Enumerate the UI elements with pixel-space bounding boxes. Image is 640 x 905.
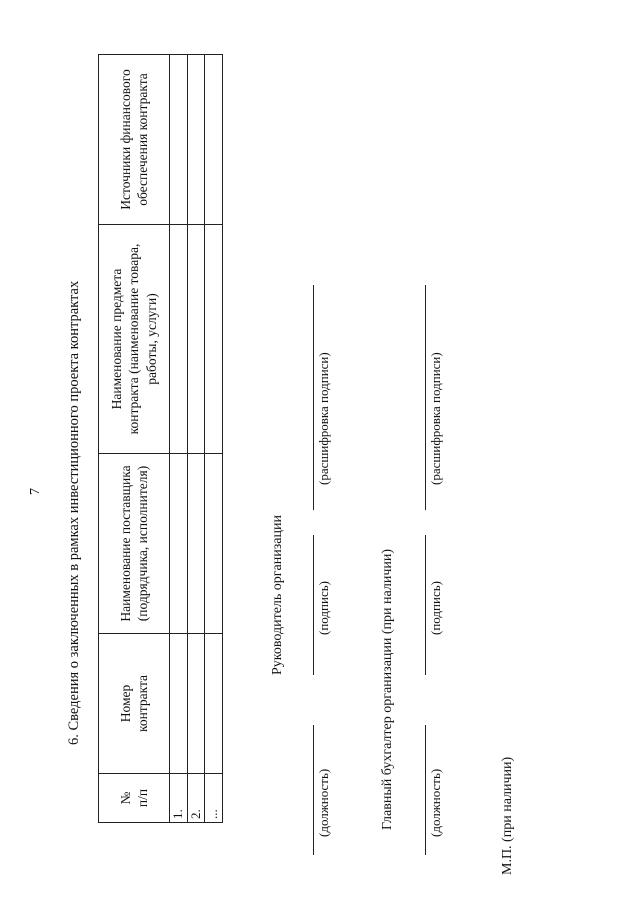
contracts-table [98, 54, 223, 823]
column-header-funding-sources: Источники финансового обеспечения контракта [99, 55, 170, 225]
stamp-label: М.П. (при наличии) [500, 756, 515, 875]
table-cell [205, 55, 223, 225]
head-signature-label: Руководитель организации [270, 515, 285, 675]
table-cell [170, 55, 188, 225]
table-row [205, 55, 223, 823]
table-cell [205, 454, 223, 634]
head-decoding-line [313, 285, 314, 510]
head-position-caption: (должность) [316, 768, 331, 837]
row-number: 1. [170, 774, 188, 823]
table-cell [170, 634, 188, 774]
row-number: ... [205, 774, 223, 823]
table-header-row [99, 55, 170, 823]
table-row [170, 55, 188, 823]
table-cell [187, 55, 205, 225]
table-row [187, 55, 205, 823]
accountant-signature-label: Главный бухгалтер организации (при наличии) [380, 548, 395, 830]
table-cell [187, 225, 205, 454]
column-header-supplier: Наименование поставщика (подрядчика, исполнителя) [99, 454, 170, 634]
accountant-position-line [425, 725, 426, 855]
accountant-signature-line [425, 535, 426, 675]
table-cell [205, 225, 223, 454]
table-cell [170, 454, 188, 634]
column-header-number: № п/п [99, 774, 170, 823]
table-cell [170, 225, 188, 454]
column-header-contract-number: Номер контракта [99, 634, 170, 774]
head-signature-line [313, 535, 314, 675]
table-cell [187, 634, 205, 774]
accountant-decoding-caption: (расшифровка подписи) [428, 352, 443, 485]
page-number: 7 [28, 488, 43, 495]
accountant-decoding-line [425, 285, 426, 510]
table-cell [187, 454, 205, 634]
column-header-contract-subject: Наименование предмета контракта (наименование товара, работы, услуги) [99, 225, 170, 454]
table-cell [205, 634, 223, 774]
head-position-line [313, 725, 314, 855]
accountant-position-caption: (должность) [428, 768, 443, 837]
head-decoding-caption: (расшифровка подписи) [316, 352, 331, 485]
section-title: 6. Сведения о заключенных в рамках инвестиционного проекта контрактах [66, 280, 82, 745]
head-signature-caption: (подпись) [316, 581, 331, 635]
row-number: 2. [187, 774, 205, 823]
accountant-signature-caption: (подпись) [428, 581, 443, 635]
